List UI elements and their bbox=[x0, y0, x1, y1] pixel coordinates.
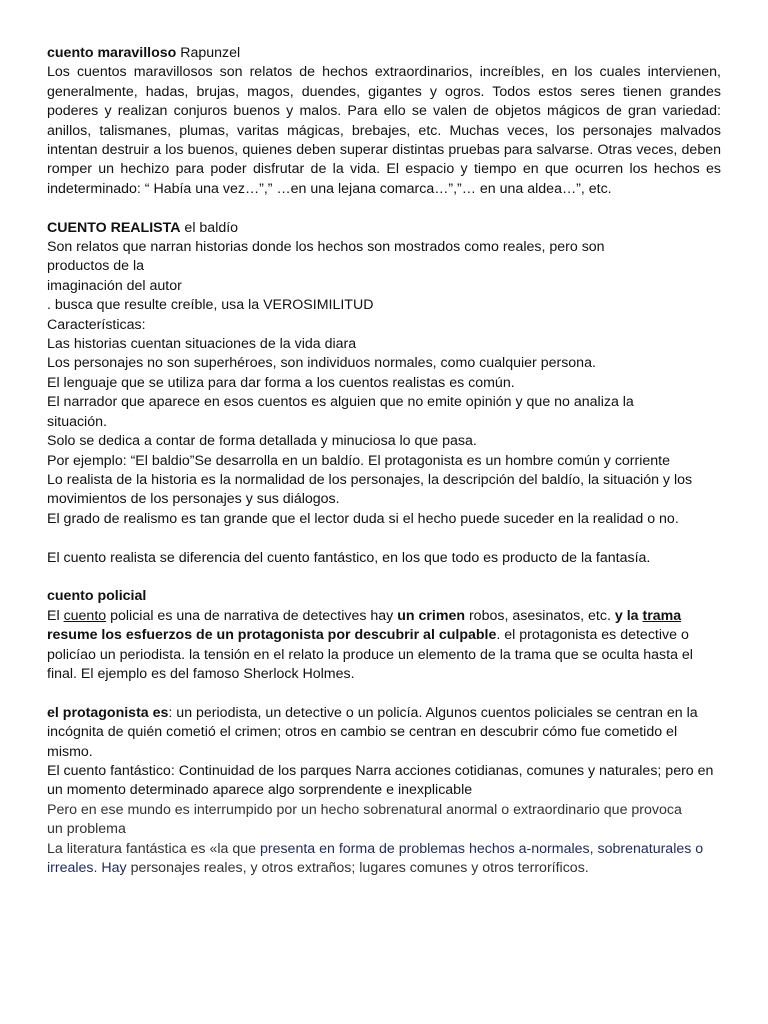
paragraph-protagonista bbox=[47, 704, 721, 762]
spacer bbox=[47, 684, 721, 703]
realista-line: Por ejemplo: “El baldio”Se desarrolla en un baldío. El protagonista es un hombre común y corriente bbox=[47, 452, 671, 469]
text-run: : un periodista, un detective o un policía. Algunos cuentos policiales se centran en la incógnita de quién cometió el crimen; otros en cambio se centran en descubrir cómo fue cometido el mismo. bbox=[47, 704, 698, 760]
text-run: . el protagonista es detective o policíao un periodista. la tensión en el relato la produce un elemento de la trama que se oculta hasta el final. El ejemplo es del famoso Sherlock Holmes. bbox=[47, 627, 693, 682]
realista-closing: El cuento realista se diferencia del cuento fantástico, en los que todo es producto de la fantasía. bbox=[47, 549, 651, 566]
realista-line: El lenguaje que se utiliza para dar forma a los cuentos realistas es común. bbox=[47, 374, 515, 391]
heading-bold: cuento maravilloso bbox=[47, 45, 177, 61]
text-run: El bbox=[47, 607, 64, 624]
link-trama[interactable]: trama bbox=[642, 607, 682, 624]
realista-line: Solo se dedica a contar de forma detallada y minuciosa lo que pasa. bbox=[47, 433, 477, 450]
bold-resume: resume los esfuerzos de un protagonista por descubrir al culpable bbox=[47, 627, 497, 644]
realista-line: Los personajes no son superhéroes, son individuos normales, como cualquier persona. bbox=[47, 355, 596, 372]
realista-line: El narrador que aparece en esos cuentos es alguien que no emite opinión y que no analiza la situación. bbox=[47, 394, 634, 430]
realista-line: Las historias cuentan situaciones de la vida diara bbox=[47, 336, 357, 353]
spacer bbox=[47, 529, 721, 548]
realista-line: Son relatos que narran historias donde los hechos son mostrados como reales, pero son productos de la bbox=[47, 239, 605, 275]
paragraph-policial bbox=[47, 607, 721, 685]
link-cuento[interactable]: cuento bbox=[63, 607, 107, 624]
bold-protagonista: el protagonista es bbox=[47, 704, 169, 721]
spacer bbox=[47, 568, 721, 587]
heading-cuento-maravilloso bbox=[47, 44, 721, 63]
heading-cuento-realista bbox=[47, 219, 721, 238]
heading-rest: el baldío bbox=[180, 219, 239, 236]
text-run-navy: presenta en forma de problemas hechos a-normales, sobrenaturales o irreales. Hay bbox=[47, 840, 704, 876]
paragraph-literatura bbox=[47, 840, 721, 879]
paragraph-fantastico: El cuento fantástico: Continuidad de los parques Narra acciones cotidianas, comunes y naturales; pero en un momento determinado aparece algo sorprendente e inexplicable bbox=[47, 762, 714, 799]
text-run: robos, asesinatos, etc. bbox=[465, 607, 615, 624]
paragraph-maravilloso: Los cuentos maravillosos son relatos de hechos extraordinarios, increíbles, en los cuales intervienen, generalmente, hadas, brujas, magos, duendes, gigantes y ogros. Todos estos seres tienen grandes poderes y realizan conjuros buenos y malos. Para ello se valen de objetos mágicos de gran variedad: anillos, talismanes, plumas, varitas mágicas, brebajes, etc. Muchas veces, los personajes malvados intentan destruir a los buenos, quienes deben superar distintas pruebas para salvarse. Otras veces, deben romper un hechizo para poder disfrutar de la vida. El espacio y tiempo en que ocurren los hechos es indeterminado: “ Había una vez…”,” …en una lejana comarca…”,”… en una aldea…”, etc. bbox=[47, 64, 721, 197]
document-page bbox=[47, 44, 721, 878]
text-run: personajes reales, y otros extraños; lugares comunes y otros terroríficos. bbox=[126, 860, 589, 876]
heading-cuento-policial: cuento policial bbox=[47, 588, 147, 605]
realista-line: . busca que resulte creíble, usa la VEROSIMILITUD bbox=[47, 297, 374, 314]
bold-y: y la bbox=[614, 607, 643, 624]
realista-line: Lo realista de la historia es la normalidad de los personajes, la descripción del baldío, la situación y los movimientos de los personajes y sus diálogos. bbox=[47, 471, 693, 508]
text-run: policial es una de narrativa de detectives hay bbox=[106, 607, 398, 624]
realista-line: El grado de realismo es tan grande que el lector duda si el hecho puede suceder en la realidad o no. bbox=[47, 510, 679, 527]
heading-bold: CUENTO REALISTA bbox=[47, 219, 181, 236]
paragraph-fantastico-2: Pero en ese mundo es interrumpido por un hecho sobrenatural anormal o extraordinario que provoca un problema bbox=[47, 801, 682, 838]
realista-line: Características: bbox=[47, 316, 146, 333]
spacer bbox=[47, 199, 721, 218]
text-run: La literatura fantástica es «la que bbox=[47, 840, 260, 857]
bold-crimen: un crimen bbox=[397, 607, 466, 624]
heading-rest: Rapunzel bbox=[176, 45, 241, 61]
realista-line: imaginación del autor bbox=[47, 277, 182, 294]
